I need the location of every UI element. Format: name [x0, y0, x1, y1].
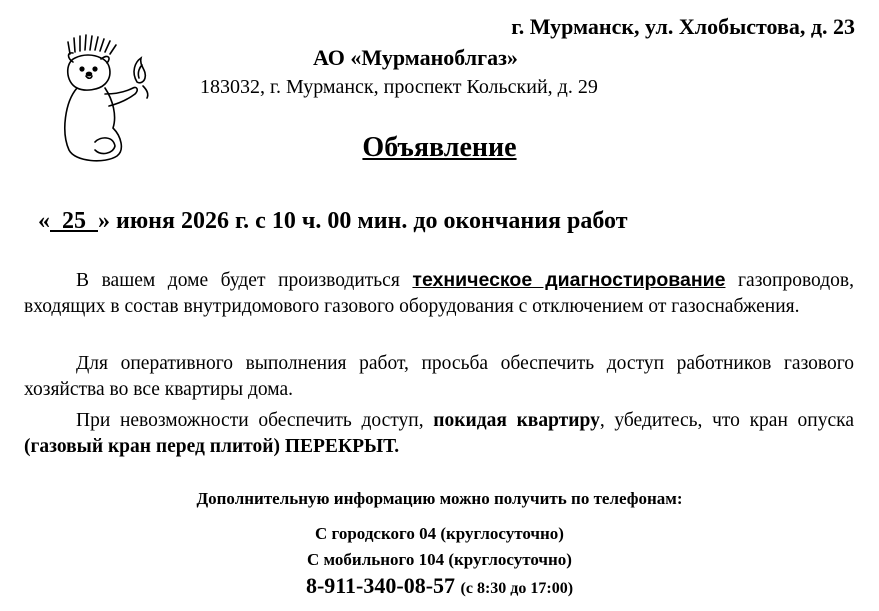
paragraph-access	[24, 351, 854, 403]
p3-bold2: (газовый кран перед плитой) ПЕРЕКРЫТ.	[24, 436, 400, 457]
p1-highlight: техническое диагностирование	[412, 269, 726, 291]
p1-start: В вашем доме будет производиться	[76, 270, 413, 291]
organization-name: АО «Мурманоблгаз»	[313, 45, 518, 70]
phone-hours: (с 8:30 до 17:00)	[460, 580, 574, 597]
contacts-header: Дополнительную информацию можно получить по телефонам:	[196, 489, 683, 508]
p3-bold: покидая квартиру	[433, 410, 600, 431]
paragraph-valve	[24, 408, 854, 460]
p3-mid: , убедитесь, что кран опуска	[599, 410, 854, 431]
phone-number[interactable]: 8-911-340-08-57	[305, 573, 456, 598]
p3-start: При невозможности обеспечить доступ,	[76, 410, 434, 431]
contact-landline: С городского 04 (круглосуточно)	[315, 524, 564, 543]
date-rest: » июня 2026 г. с 10 ч. 00 мин. до окончания работ	[98, 208, 628, 234]
date-day: 25	[50, 208, 98, 234]
paragraph-diagnostics	[24, 267, 854, 320]
date-line	[38, 208, 628, 235]
contact-phone	[0, 573, 879, 599]
p2-text: Для оперативного выполнения работ, просьба обеспечить доступ работников газового хозяйства во все квартиры дома.	[24, 353, 854, 400]
announcement-title	[0, 132, 879, 164]
building-address: г. Мурманск, ул. Хлобыстова, д. 23	[511, 14, 855, 39]
contact-mobile: С мобильного 104 (круглосуточно)	[307, 550, 572, 569]
title-text: Объявление	[362, 132, 517, 163]
p1-end: газопроводов, входящих в состав внутридомового газового оборудования с отключением от газоснабжения.	[24, 270, 855, 317]
date-open-quote: «	[38, 208, 50, 234]
organization-address: 183032, г. Мурманск, проспект Кольский, д. 29	[200, 76, 598, 98]
